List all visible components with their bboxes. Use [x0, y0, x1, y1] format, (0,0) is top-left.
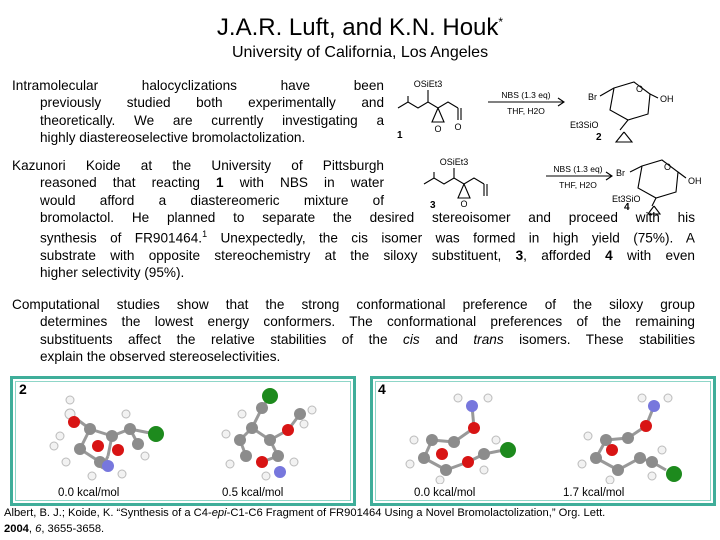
scheme2-ring-o: O — [664, 162, 672, 172]
scheme2-product-label: 4 — [624, 202, 630, 213]
title-asterisk: * — [498, 15, 504, 29]
intro-line: highly diastereoselective bromolactolization. — [40, 129, 306, 145]
intro-line: theoretically. We are currently investigating a — [40, 112, 384, 128]
computation-line: substituents affect the relative stabilities of the cis and trans isomers. These stabilities — [40, 331, 696, 347]
koide-line: synthesis of FR901464.$^1$ Unexpectedly, the cis isomer was formed in high yield (75%). A — [40, 229, 695, 246]
koide-line: bromolactol. He planned to separate the desired stereoisomer and proceed with his — [40, 209, 695, 225]
koide-line: Kazunori Koide at the University of Pittsburgh — [12, 158, 384, 173]
computation-line: determines the lowest energy conformers. The conformational preferences of the remaining — [40, 314, 695, 330]
computation-line: Computational studies show that the strong conformational preference of the siloxy group — [12, 297, 695, 312]
scheme2-br: Br — [616, 168, 625, 178]
scheme2-epoxide-o: O — [460, 199, 468, 209]
koide-line: reasoned that reacting 1 with NBS in water — [40, 175, 384, 191]
scheme2-reagent: NBS (1.3 eq) — [553, 164, 603, 174]
atoms-conformer-4b — [578, 394, 682, 484]
scheme1-sio: Et3SiO — [570, 120, 599, 130]
computation-paragraph — [12, 296, 695, 365]
panel-4-label: 4 — [378, 381, 386, 397]
computation-line: explain the observed stereoselectivities. — [40, 348, 281, 364]
energy-4b: 1.7 kcal/mol — [563, 487, 625, 499]
scheme1-ketone-o: O — [454, 122, 462, 132]
reaction-scheme-1 — [392, 78, 710, 150]
koide-line: higher selectivity (95%). — [40, 265, 185, 281]
scheme2-oh: OH — [688, 176, 702, 186]
energy-2a: 0.0 kcal/mol — [58, 487, 120, 499]
scheme1-product-label: 2 — [596, 132, 602, 143]
intro-line: previously studied both experimentally and — [40, 95, 384, 111]
scheme1-reagent: NBS (1.3 eq) — [501, 90, 551, 100]
scheme1-sm-label: 1 — [397, 130, 403, 141]
scheme1-br: Br — [588, 92, 597, 102]
atoms-conformer-2a — [50, 396, 164, 480]
conformer-molecules-2 — [30, 384, 340, 484]
reference-citation: Albert, B. J.; Koide, K. “Synthesis of a C4-epi-C1-C6 Fragment of FR901464 Using a Novel Bromolactolization,” Org. Lett. 2004, 6, 3655-3658. — [4, 507, 606, 535]
scheme1-siloxy: OSiEt3 — [413, 79, 443, 89]
scheme2-conditions: THF, H2O — [559, 180, 597, 190]
scheme1-epoxide-o: O — [434, 124, 442, 134]
affiliation: University of California, Los Angeles — [231, 44, 489, 61]
koide-line: would afford a diastereomeric mixture of — [40, 192, 384, 208]
conformer-molecules-4 — [384, 384, 700, 484]
scheme2-siloxy: OSiEt3 — [439, 157, 469, 167]
scheme1-ring-o: O — [636, 84, 644, 94]
energy-2b: 0.5 kcal/mol — [222, 487, 284, 499]
intro-line: Intramolecular halocyclizations have been — [12, 78, 384, 93]
scheme2-sm-label: 3 — [430, 200, 436, 211]
intro-paragraph — [12, 77, 384, 146]
atoms-conformer-4a — [406, 394, 516, 484]
atoms-conformer-2b — [222, 388, 316, 480]
scheme1-conditions: THF, H2O — [507, 106, 545, 116]
reaction-scheme-2 — [420, 156, 716, 216]
scheme2-sio: Et3SiO — [612, 194, 641, 204]
panel-2-label: 2 — [19, 381, 27, 397]
poster-title: J.A.R. Luft, and K.N. Houk* — [216, 14, 504, 41]
energy-4a: 0.0 kcal/mol — [414, 487, 476, 499]
scheme1-oh: OH — [660, 94, 674, 104]
koide-line: substrate with opposite stereochemistry at the siloxy substituent, 3, afforded 4 with even — [40, 248, 695, 264]
